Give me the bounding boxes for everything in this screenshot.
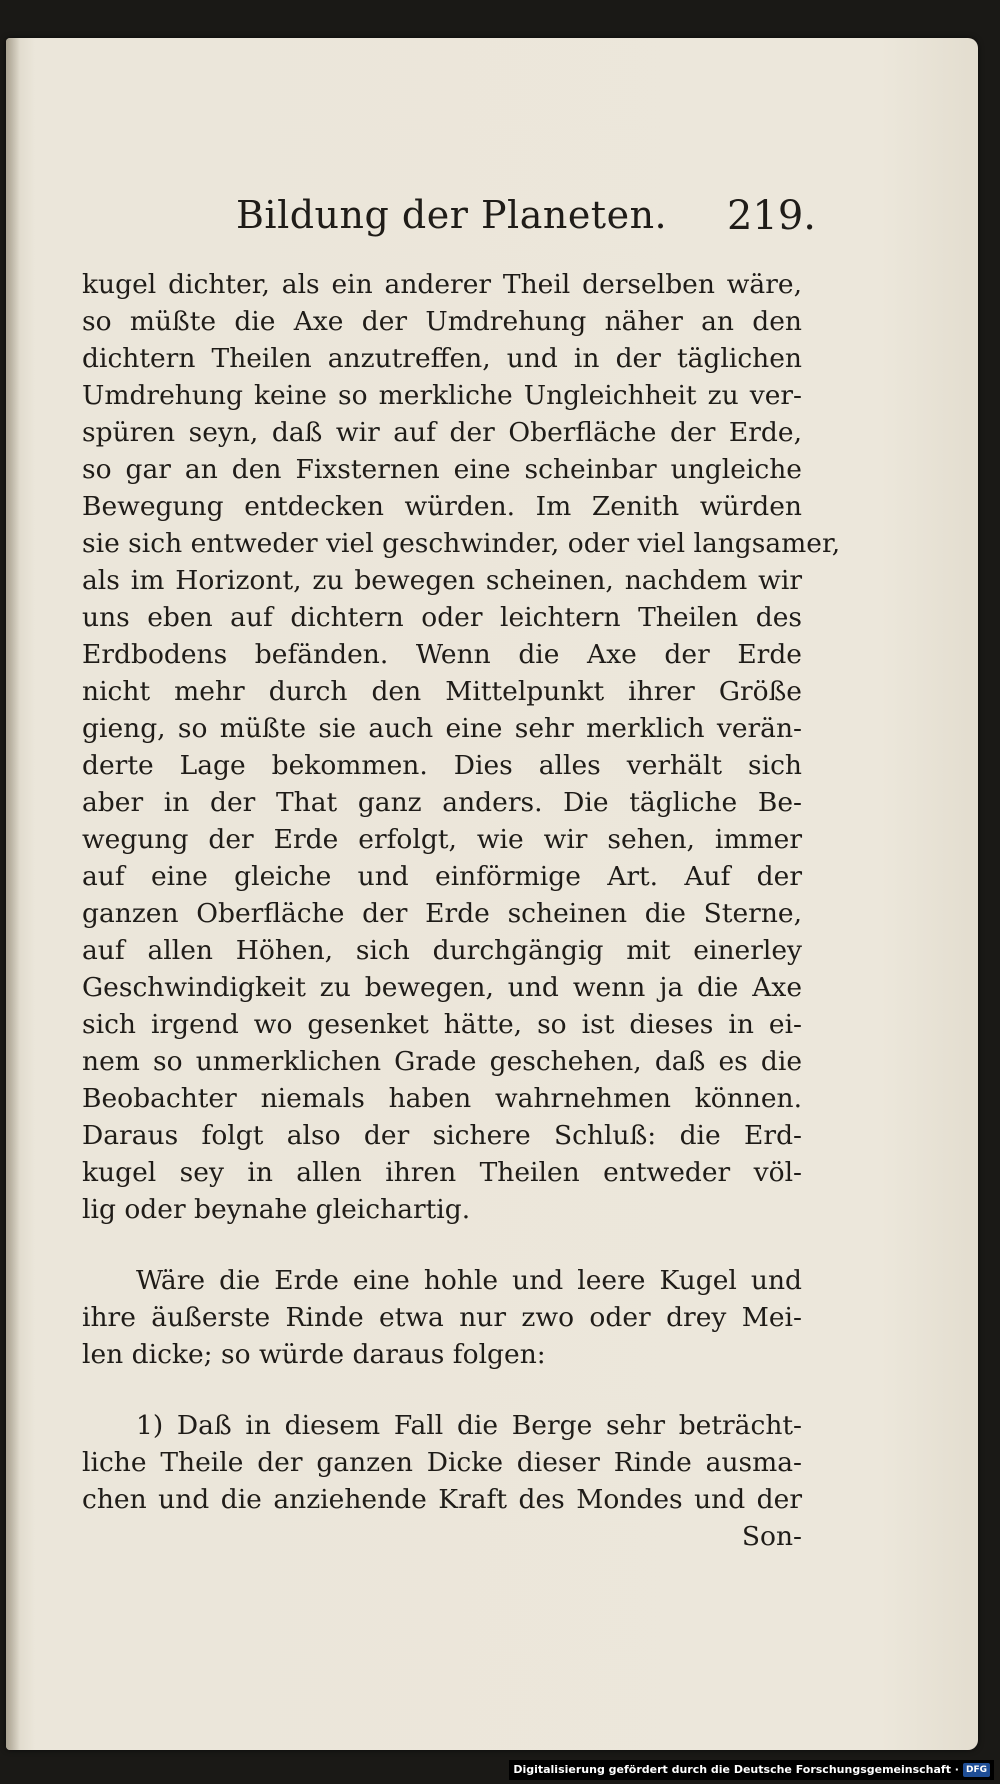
text-line: sie sich entweder viel geschwinder, oder viel langsamer, xyxy=(82,528,841,559)
page-gutter-shadow xyxy=(6,38,20,1750)
text-line: derte Lage bekommen. Dies alles verhält sich xyxy=(82,750,802,781)
text-line: lig oder beynahe gleichartig. xyxy=(82,1194,471,1225)
text-line: len dicke; so würde daraus folgen: xyxy=(82,1339,546,1370)
text-line: sich irgend wo gesenket hätte, so ist dieses in ei- xyxy=(82,1009,802,1040)
text-line: aber in der That ganz anders. Die tägliche Be- xyxy=(82,787,802,818)
text-line: wegung der Erde erfolgt, wie wir sehen, immer xyxy=(82,824,802,855)
text-line: kugel dichter, als ein anderer Theil derselben wäre, xyxy=(82,269,802,300)
page-number: 219. xyxy=(726,193,816,239)
text-line: Geschwindigkeit zu bewegen, und wenn ja die Axe xyxy=(82,972,802,1003)
text-line: chen und die anziehende Kraft des Mondes und der xyxy=(82,1484,802,1515)
text-line: so gar an den Fixsternen eine scheinbar ungleiche xyxy=(82,454,802,485)
body-text xyxy=(82,266,841,1555)
digitization-credit xyxy=(509,1760,994,1780)
dfg-logo-icon: DFG xyxy=(963,1763,990,1777)
text-line: spüren seyn, daß wir auf der Oberfläche der Erde, xyxy=(82,417,802,448)
text-line: gieng, so müßte sie auch eine sehr merklich verän- xyxy=(82,713,802,744)
text-line: Bewegung entdecken würden. Im Zenith würden xyxy=(82,491,802,522)
paragraph-gap xyxy=(82,1373,802,1407)
text-line: so müßte die Axe der Umdrehung näher an den xyxy=(82,306,802,337)
catchword: Son- xyxy=(741,1521,802,1552)
text-line: auf allen Höhen, sich durchgängig mit einerley xyxy=(82,935,802,966)
paragraph-2 xyxy=(82,1262,802,1373)
paragraph-3 xyxy=(82,1407,802,1555)
text-line: kugel sey in allen ihren Theilen entweder völ- xyxy=(82,1157,802,1188)
text-line: Erdbodens befänden. Wenn die Axe der Erde xyxy=(82,639,802,670)
text-line: Daraus folgt also der sichere Schluß: die Erd- xyxy=(82,1120,802,1151)
book-page xyxy=(6,38,978,1750)
text-line: uns eben auf dichtern oder leichtern Theilen des xyxy=(82,602,802,633)
paragraph-gap xyxy=(82,1228,802,1262)
text-line: auf eine gleiche und einförmige Art. Auf der xyxy=(82,861,802,892)
text-line: nicht mehr durch den Mittelpunkt ihrer Größe xyxy=(82,676,802,707)
running-title: Bildung der Planeten. xyxy=(236,193,668,237)
text-line: dichtern Theilen anzutreffen, und in der täglichen xyxy=(82,343,802,374)
text-line: Umdrehung keine so merkliche Ungleichheit zu ver- xyxy=(82,380,802,411)
text-line: Beobachter niemals haben wahrnehmen können. xyxy=(82,1083,802,1114)
text-line: ganzen Oberfläche der Erde scheinen die Sterne, xyxy=(82,898,802,929)
credit-text: Digitalisierung gefördert durch die Deutsche Forschungsgemeinschaft · xyxy=(513,1763,959,1776)
text-line: ihre äußerste Rinde etwa nur zwo oder drey Mei- xyxy=(82,1302,802,1333)
text-line: Wäre die Erde eine hohle und leere Kugel und xyxy=(136,1265,802,1296)
paragraph-1 xyxy=(82,266,841,1228)
text-line: als im Horizont, zu bewegen scheinen, nachdem wir xyxy=(82,565,802,596)
text-line: 1) Daß in diesem Fall die Berge sehr beträcht- xyxy=(136,1410,802,1441)
text-line: nem so unmerklichen Grade geschehen, daß es die xyxy=(82,1046,802,1077)
text-line: liche Theile der ganzen Dicke dieser Rinde ausma- xyxy=(82,1447,802,1478)
running-head xyxy=(236,193,816,243)
